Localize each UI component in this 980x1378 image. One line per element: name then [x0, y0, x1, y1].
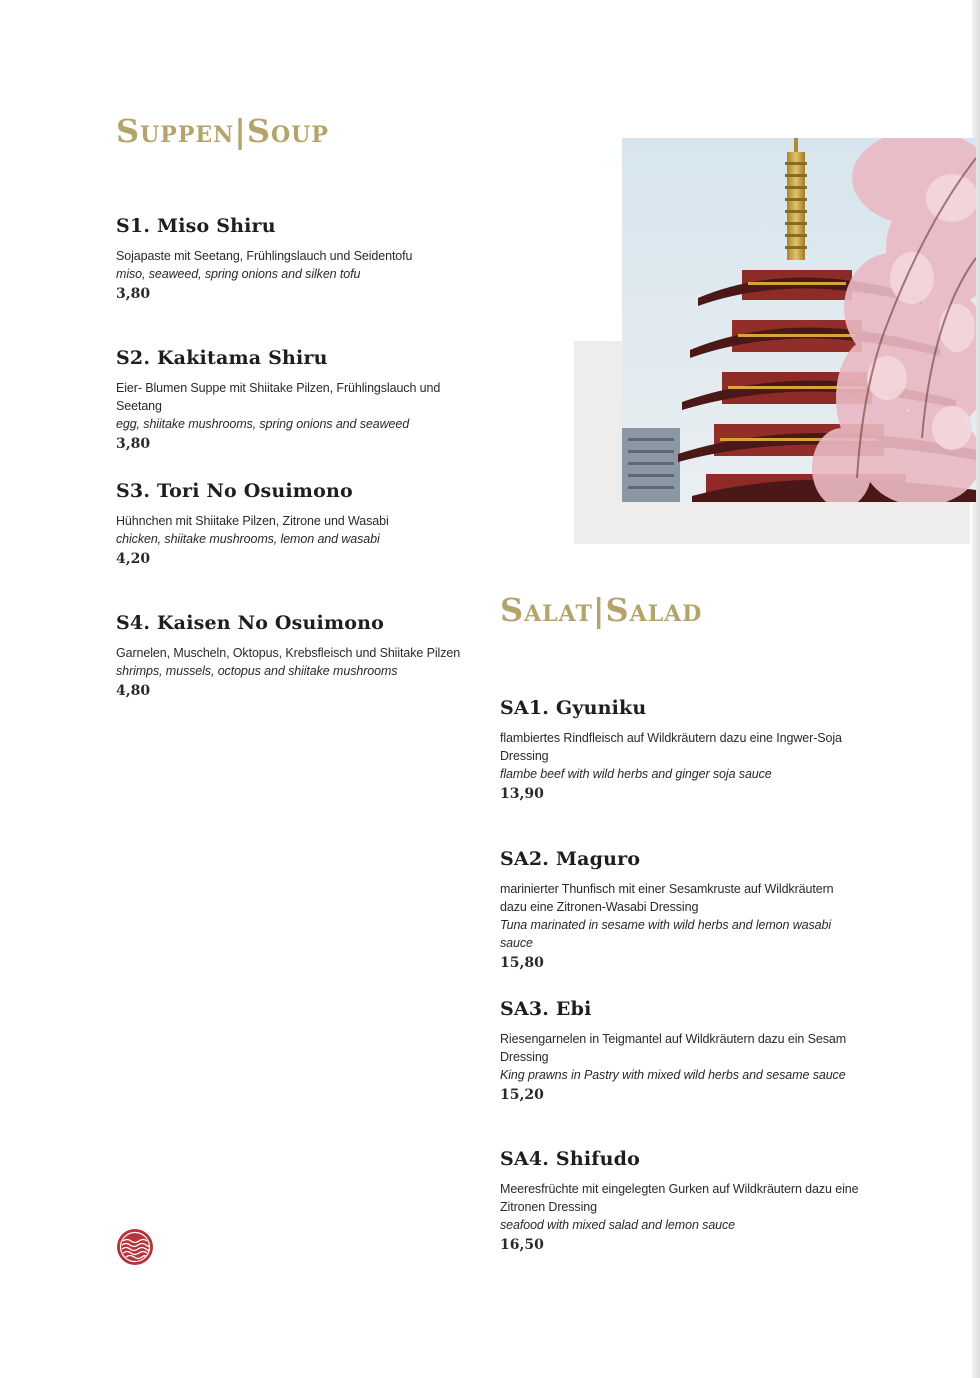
soup-item-s3: [116, 480, 476, 567]
item-price: 15,80: [500, 955, 544, 971]
item-description-de: Riesengarnelen in Teigmantel auf Wildkräutern dazu ein Sesam Dressing: [500, 1032, 847, 1064]
item-price: 16,50: [500, 1237, 544, 1253]
item-name: SA3. Ebi: [500, 998, 592, 1020]
item-description-en: Tuna marinated in sesame with wild herbs and lemon wasabi sauce: [500, 918, 832, 950]
item-price: 4,80: [116, 683, 151, 699]
salad-item-sa3: [500, 998, 860, 1103]
item-description-de: Eier- Blumen Suppe mit Shiitake Pilzen, Frühlingslauch und Seetang: [116, 381, 441, 413]
item-description-de: Hühnchen mit Shiitake Pilzen, Zitrone und Wasabi: [116, 514, 389, 528]
item-price: 4,20: [116, 551, 151, 567]
salad-item-sa2: [500, 848, 860, 971]
item-description-en: shrimps, mussels, octopus and shiitake mushrooms: [116, 664, 398, 678]
item-description-de: marinierter Thunfisch mit einer Sesamkruste auf Wildkräutern dazu eine Zitronen-Wasabi Dressing: [500, 882, 834, 914]
item-description-en: King prawns in Pastry with mixed wild herbs and sesame sauce: [500, 1068, 846, 1082]
item-description-en: seafood with mixed salad and lemon sauce: [500, 1218, 736, 1232]
salad-section-title: Salat|Salad: [500, 591, 703, 629]
item-name: S4. Kaisen No Osuimono: [116, 612, 385, 634]
item-description-en: egg, shiitake mushrooms, spring onions and seaweed: [116, 417, 410, 431]
item-price: 3,80: [116, 436, 151, 452]
item-price: 13,90: [500, 786, 544, 802]
item-description-en: flambe beef with wild herbs and ginger soja sauce: [500, 767, 772, 781]
item-name: SA1. Gyuniku: [500, 697, 647, 719]
item-description-de: flambiertes Rindfleisch auf Wildkräutern dazu eine Ingwer-Soja Dressing: [500, 731, 842, 763]
item-description-en: chicken, shiitake mushrooms, lemon and wasabi: [116, 532, 380, 546]
soup-item-s1: [116, 215, 476, 302]
salad-item-sa1: [500, 697, 860, 802]
item-description-de: Meeresfrüchte mit eingelegten Gurken auf Wildkräutern dazu eine Zitronen Dressing: [500, 1182, 859, 1214]
soup-item-s2: [116, 347, 476, 452]
soup-item-s4: [116, 612, 476, 699]
item-price: 15,20: [500, 1087, 544, 1103]
item-description-en: miso, seaweed, spring onions and silken tofu: [116, 267, 361, 281]
item-name: S1. Miso Shiru: [116, 215, 276, 237]
item-name: S2. Kakitama Shiru: [116, 347, 328, 369]
wave-seal-logo-icon: [116, 1228, 154, 1266]
soup-section-title: Suppen|Soup: [116, 112, 329, 150]
pagoda-cherry-blossom-photo: [622, 138, 976, 502]
item-name: SA2. Maguro: [500, 848, 641, 870]
salad-item-sa4: [500, 1148, 860, 1253]
item-description-de: Garnelen, Muscheln, Oktopus, Krebsfleisch und Shiitake Pilzen: [116, 646, 461, 660]
item-price: 3,80: [116, 286, 151, 302]
item-name: S3. Tori No Osuimono: [116, 480, 353, 502]
item-description-de: Sojapaste mit Seetang, Frühlingslauch und Seidentofu: [116, 249, 413, 263]
item-name: SA4. Shifudo: [500, 1148, 641, 1170]
